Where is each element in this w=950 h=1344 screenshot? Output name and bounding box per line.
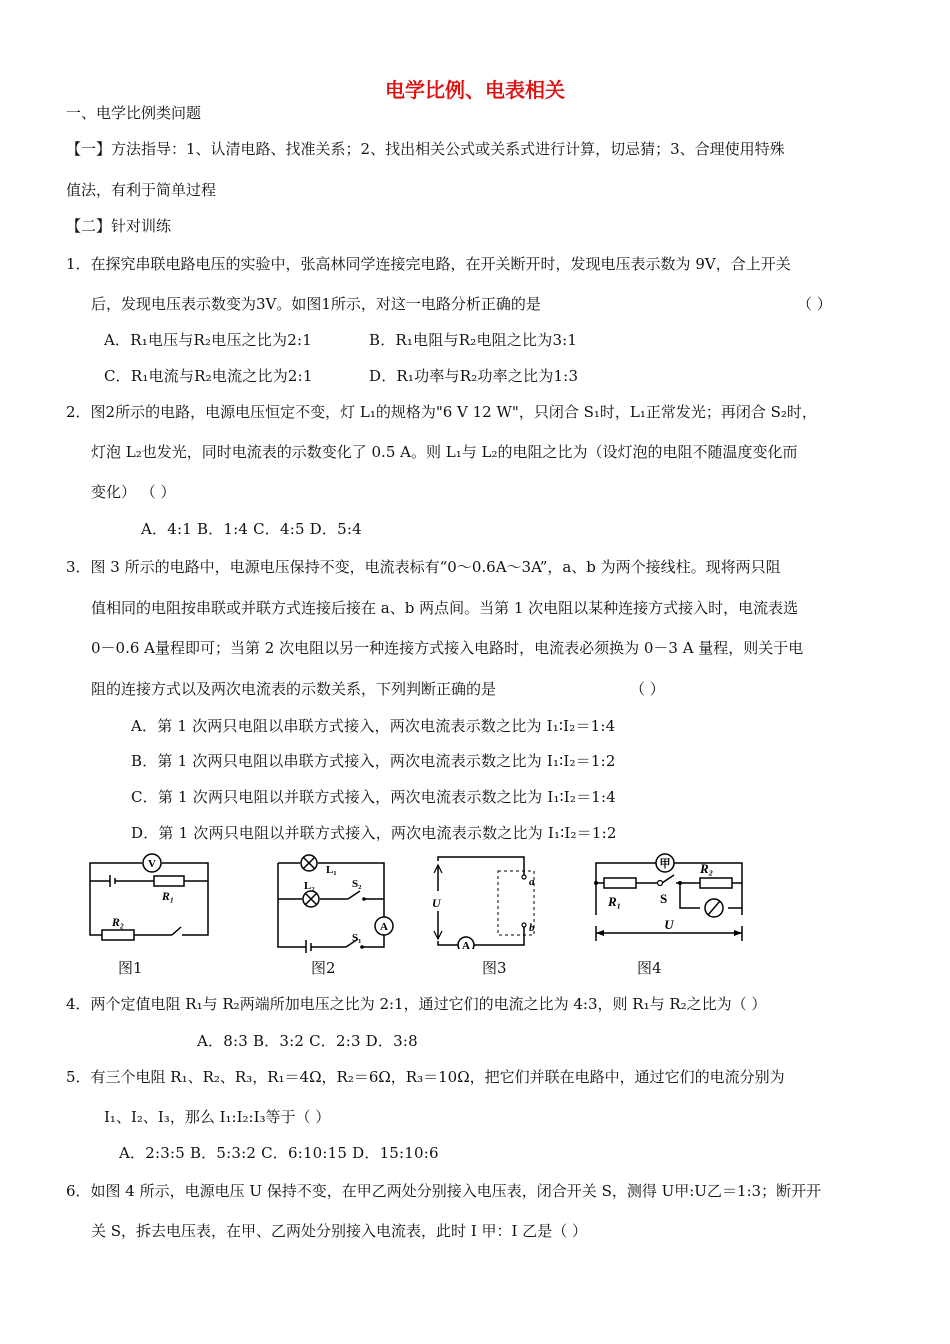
q2-line-2: 灯泡 L₂也发光，同时电流表的示数变化了 0.5 A。则 L₁与 L₂的电阻之比为（设灯泡的电阻不随温度变化而	[91, 443, 798, 461]
fig4-r2-label: R₂	[700, 861, 714, 876]
q6-line-2: 关 S，拆去电压表，在甲、乙两处分别接入电流表，此时 I 甲：I 乙是（ ）	[91, 1222, 587, 1240]
q1-option-b: B．R₁电阻与R₂电阻之比为3:1	[369, 331, 578, 349]
fig4-r1-label: R₁	[608, 894, 622, 909]
figure-1-caption: 图1	[118, 959, 143, 977]
fig4-voltage-label: U	[664, 917, 674, 932]
q4-options: A．8:3 B．3:2 C．2:3 D．3:8	[197, 1032, 418, 1050]
fig2-l1-label: L₁	[326, 864, 337, 876]
q2-options: A．4:1 B．1:4 C．4:5 D．5:4	[141, 520, 362, 538]
q3-line-4: 阻的连接方式以及两次电流表的示数关系，下列判断正确的是	[91, 680, 497, 698]
q3-answer-paren: （ ）	[630, 680, 665, 698]
q2-line-1: 2．图2所示的电路，电源电压恒定不变，灯 L₁的规格为"6 V 12 W"，只闭合 S₁时，L₁正常发光；再闭合 S₂时，	[66, 403, 817, 421]
figure-4-caption: 图4	[637, 959, 662, 977]
method-line-1: 【一】方法指导：1、认清电路、找准关系；2、找出相关公式或关系式进行计算，切忌猜；3、合理使用特殊	[66, 140, 785, 158]
figure-3-caption: 图3	[482, 959, 507, 977]
q1-option-a: A．R₁电压与R₂电压之比为2:1	[104, 331, 312, 349]
fig3-ammeter-label: A	[462, 940, 470, 949]
section-heading: 一、电学比例类问题	[66, 104, 202, 122]
training-heading: 【二】针对训练	[66, 217, 172, 235]
q2-line-3: 变化） （ ）	[91, 483, 176, 501]
figure-4-circuit	[588, 853, 752, 945]
fig2-ammeter-label: A	[380, 921, 388, 933]
figure-2-circuit	[270, 853, 400, 953]
q5-line-1: 5．有三个电阻 R₁、R₂、R₃，R₁＝4Ω，R₂＝6Ω，R₃＝10Ω，把它们并联在电路中，通过它们的电流分别为	[66, 1068, 785, 1086]
page-title: 电学比例、电表相关	[385, 78, 565, 102]
figure-2-caption: 图2	[311, 959, 336, 977]
fig2-s1-label: S₁	[352, 932, 362, 944]
q1-line-1: 1．在探究串联电路电压的实验中，张高林同学连接完电路，在开关断开时，发现电压表示数为 9V，合上开关	[66, 255, 791, 273]
figure-1-circuit	[84, 853, 214, 945]
q3-line-2: 值相同的电阻按串联或并联方式连接后接在 a、b 两点间。当第 1 次电阻以某种连接方式接入时，电流表选	[91, 599, 799, 617]
q3-option-c: C．第 1 次两只电阻以并联方式接入，两次电流表示数之比为 I₁∶I₂＝1:4	[131, 788, 617, 806]
fig3-voltage-label: U	[432, 896, 441, 910]
q3-option-b: B．第 1 次两只电阻以串联方式接入，两次电流表示数之比为 I₁∶I₂＝1:2	[131, 752, 616, 770]
fig4-jia-label: 甲	[659, 858, 671, 870]
q5-line-2: I₁、I₂、I₃，那么 I₁:I₂:I₃等于（ ）	[104, 1108, 331, 1126]
q5-options: A．2:3:5 B．5:3:2 C．6:10:15 D．15:10:6	[119, 1144, 439, 1162]
q1-option-d: D．R₁功率与R₂功率之比为1:3	[369, 367, 579, 385]
fig2-l2-label: L₂	[304, 880, 315, 892]
fig2-s2-label: S₂	[352, 878, 362, 890]
fig3-terminal-a: a	[529, 876, 535, 888]
figure-3-circuit	[428, 853, 548, 949]
q1-answer-paren: （ ）	[797, 295, 832, 313]
q3-line-3: 0－0.6 A量程即可；当第 2 次电阻以另一种连接方式接入电路时，电流表必须换为 0－3 A 量程，则关于电	[91, 639, 804, 657]
method-line-2: 值法，有利于简单过程	[66, 181, 217, 199]
q6-line-1: 6．如图 4 所示，电源电压 U 保持不变，在甲乙两处分别接入电压表，闭合开关 S，测得 U甲:U乙＝1:3；断开开	[66, 1182, 822, 1200]
fig4-switch-label: S	[660, 891, 668, 906]
fig3-terminal-b: b	[529, 922, 535, 934]
q4-line-1: 4．两个定值电阻 R₁与 R₂两端所加电压之比为 2:1，通过它们的电流之比为 4:3，则 R₁与 R₂之比为（ ）	[66, 995, 767, 1013]
fig1-r2-label: R₂	[111, 915, 125, 929]
q1-line-2: 后，发现电压表示数变为3V。如图1所示，对这一电路分析正确的是	[91, 295, 541, 313]
q1-option-c: C．R₁电流与R₂电流之比为2:1	[104, 367, 313, 385]
fig1-r1-label: R₁	[161, 889, 175, 903]
q3-option-d: D．第 1 次两只电阻以并联方式接入，两次电流表示数之比为 I₁∶I₂＝1:2	[131, 824, 617, 842]
q3-option-a: A．第 1 次两只电阻以串联方式接入，两次电流表示数之比为 I₁∶I₂＝1:4	[131, 717, 616, 735]
voltmeter-label: V	[148, 858, 156, 870]
q3-line-1: 3．图 3 所示的电路中，电源电压保持不变，电流表标有“0～0.6A～3A”，a、b 为两个接线柱。现将两只阻	[66, 558, 781, 576]
